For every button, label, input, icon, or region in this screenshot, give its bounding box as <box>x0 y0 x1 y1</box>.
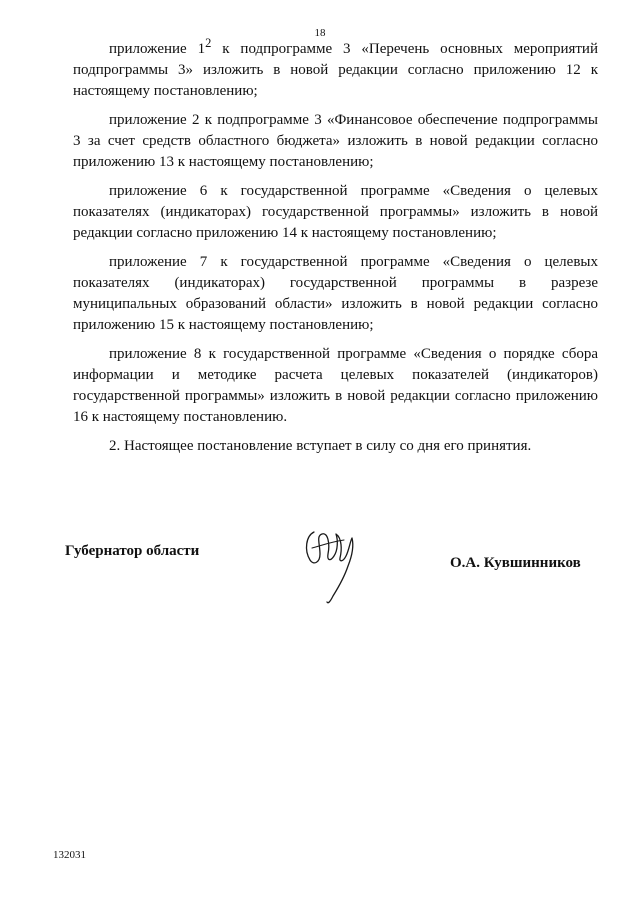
page-number: 18 <box>314 27 326 39</box>
document-code: 132031 <box>53 849 86 861</box>
superscript: 2 <box>205 36 212 50</box>
paragraph-appendix-8: приложение 8 к государственной программе «Сведения о порядке сбора информации и методике расчета целевых показателей (индикаторов) государственной программы» изложить в новой редакции согласно приложению 16 к настоящему постановлению. <box>73 346 598 425</box>
paragraph-appendix-7: приложение 7 к государственной программе «Сведения о целевых показателях (индикаторах) государственной программы в разрезе муниципальных образований области» изложить в новой редакции согласно приложению 15 к настоящему постановлению; <box>73 254 598 333</box>
paragraph-appendix-1-2 <box>73 33 598 102</box>
body-text <box>73 33 598 457</box>
paragraph-text: к подпрограмме 3 «Перечень основных мероприятий подпрограммы 3» изложить в новой редакции согласно приложению 12 к настоящему постановлению; <box>73 41 598 99</box>
paragraph-appendix-6: приложение 6 к государственной программе «Сведения о целевых показателях (индикаторах) государственной программы» изложить в новой редакции согласно приложению 14 к настоящему постановлению; <box>73 183 598 241</box>
signatory-name: О.А. Кувшинников <box>450 555 581 571</box>
handwritten-signature <box>300 522 362 608</box>
paragraph-appendix-2: приложение 2 к подпрограмме 3 «Финансовое обеспечение подпрограммы 3 за счет средств областного бюджета» изложить в новой редакции согласно приложению 13 к настоящему постановлению; <box>73 112 598 170</box>
signatory-title: Губернатор области <box>65 543 200 559</box>
paragraph-effective-date: 2. Настоящее постановление вступает в силу со дня его принятия. <box>109 438 532 454</box>
paragraph-text: приложение 1 <box>109 41 206 57</box>
